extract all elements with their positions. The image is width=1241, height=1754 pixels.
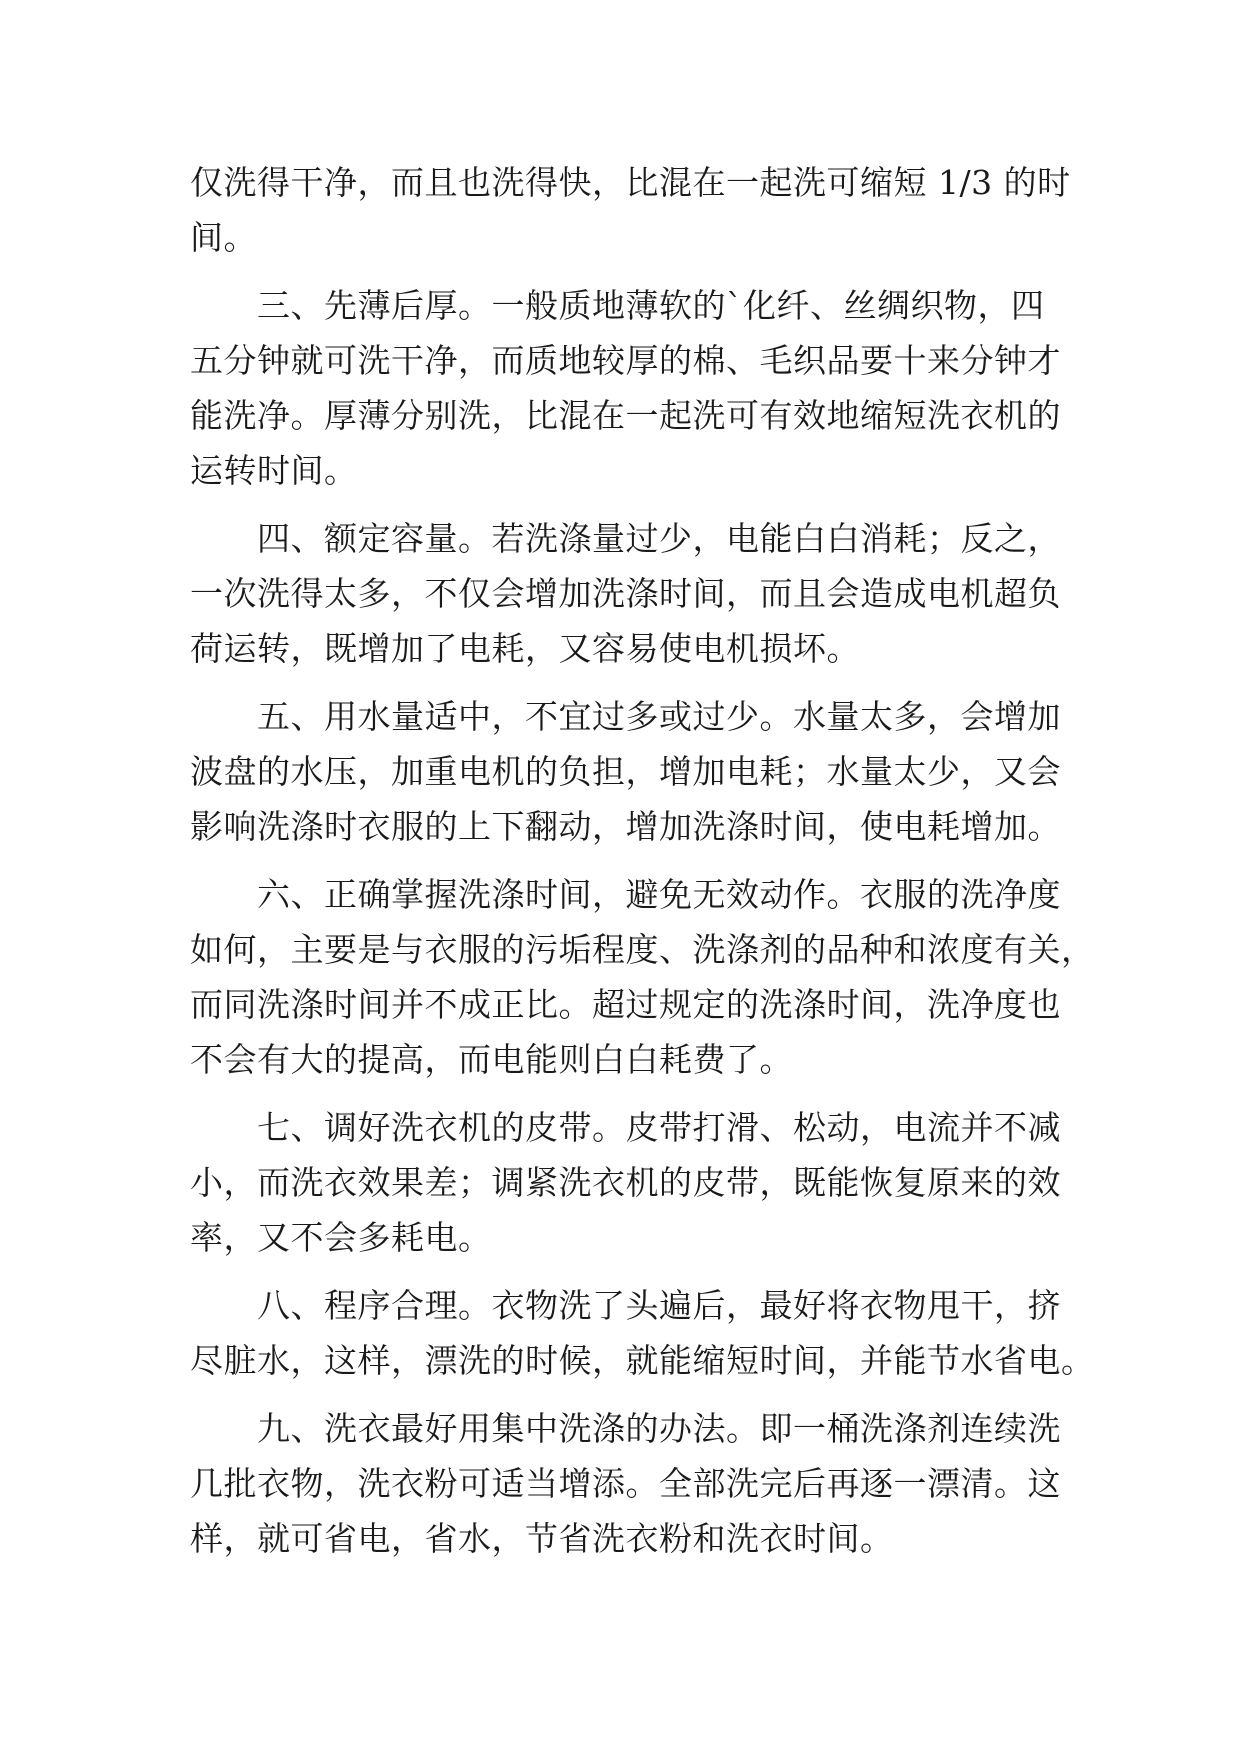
- paragraph-gap: [190, 498, 1070, 511]
- paragraph-gap: [190, 265, 1070, 278]
- text-line: 而同洗涤时间并不成正比。超过规定的洗涤时间，洗净度也: [190, 985, 1061, 1024]
- document-body: [190, 155, 1095, 1566]
- text-line: 能洗净。厚薄分别洗，比混在一起洗可有效地缩短洗衣机的: [190, 396, 1061, 435]
- paragraph-gap: [190, 1087, 1070, 1100]
- text-line: 一次洗得太多，不仅会增加洗涤时间，而且会造成电机超负: [190, 574, 1061, 613]
- text-line: 尽脏水，这样，漂洗的时候，就能缩短时间，并能节水省电。: [190, 1341, 1095, 1380]
- text-line: 七、调好洗衣机的皮带。皮带打滑、松动，电流并不减: [190, 1108, 1061, 1147]
- paragraph-gap: [190, 676, 1070, 689]
- text-line: 六、正确掌握洗涤时间，避免无效动作。衣服的洗净度: [190, 875, 1061, 914]
- text-line: 仅洗得干净，而且也洗得快，比混在一起洗可缩短 1/3 的时: [190, 163, 1071, 202]
- text-line: 几批衣物，洗衣粉可适当增添。全部洗完后再逐一漂清。这: [190, 1464, 1061, 1503]
- text-line: 四、额定容量。若洗涤量过少，电能白白消耗；反之，: [190, 519, 1061, 558]
- text-line: 八、程序合理。衣物洗了头遍后，最好将衣物甩干，挤: [190, 1286, 1061, 1325]
- text-line: 不会有大的提高，而电能则白白耗费了。: [190, 1040, 793, 1079]
- text-line: 小，而洗衣效果差；调紧洗衣机的皮带，既能恢复原来的效: [190, 1163, 1061, 1202]
- text-line: 间。: [190, 218, 257, 257]
- text-line: 影响洗涤时衣服的上下翻动，增加洗涤时间，使电耗增加。: [190, 807, 1061, 846]
- text-line: 荷运转，既增加了电耗，又容易使电机损坏。: [190, 629, 860, 668]
- text-line: 波盘的水压，加重电机的负担，增加电耗；水量太少，又会: [190, 752, 1061, 791]
- text-line: 九、洗衣最好用集中洗涤的办法。即一桶洗涤剂连续洗: [190, 1409, 1061, 1448]
- text-line: 三、先薄后厚。一般质地薄软的`化纤、丝绸织物，四: [190, 286, 1045, 325]
- text-line: 运转时间。: [190, 451, 358, 490]
- text-line: 五、用水量适中，不宜过多或过少。水量太多，会增加: [190, 697, 1061, 736]
- paragraph-gap: [190, 1388, 1070, 1401]
- paragraph-gap: [190, 1265, 1070, 1278]
- text-line: 样，就可省电，省水，节省洗衣粉和洗衣时间。: [190, 1519, 894, 1558]
- text-line: 五分钟就可洗干净，而质地较厚的棉、毛织品要十来分钟才: [190, 341, 1061, 380]
- paragraph-gap: [190, 854, 1070, 867]
- text-line: 如何，主要是与衣服的污垢程度、洗涤剂的品种和浓度有关，: [190, 930, 1095, 969]
- text-line: 率，又不会多耗电。: [190, 1218, 492, 1257]
